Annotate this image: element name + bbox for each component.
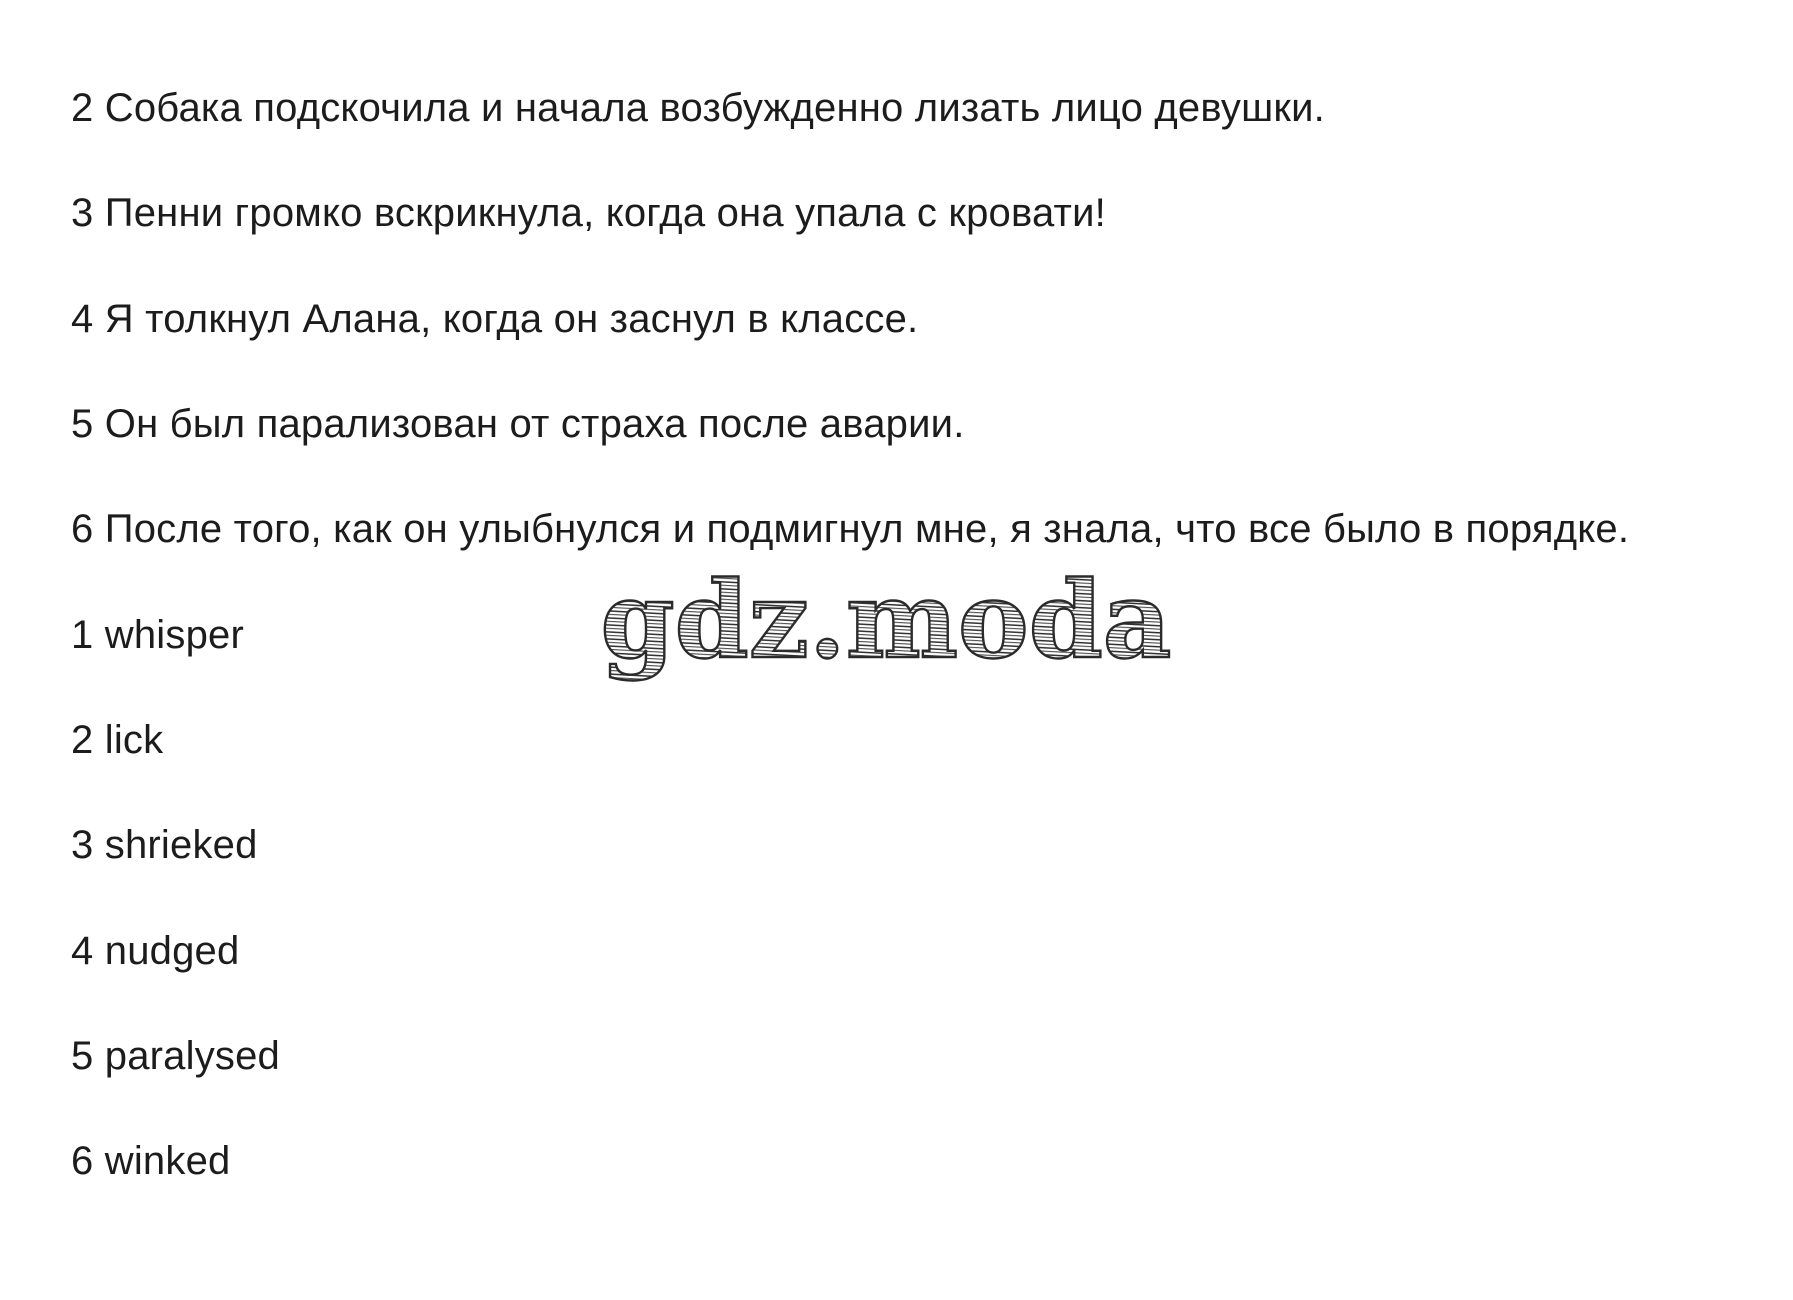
english-answer-1: 1 whisper [71, 612, 244, 657]
english-answer-4: 4 nudged [71, 928, 240, 973]
russian-answer-6: 6 После того, как он улыбнулся и подмигнул мне, я знала, что все было в порядке. [71, 507, 1630, 552]
english-answer-6: 6 winked [71, 1139, 231, 1184]
russian-answer-5: 5 Он был парализован от страха после аварии. [71, 402, 965, 447]
russian-answer-4: 4 Я толкнул Алана, когда он заснул в классе. [71, 296, 919, 341]
russian-answer-3: 3 Пенни громко вскрикнула, когда она упала с кровати! [71, 191, 1106, 236]
watermark-text: gdz.moda [600, 560, 1172, 682]
english-answer-2: 2 lick [71, 717, 164, 762]
english-answer-3: 3 shrieked [71, 823, 258, 868]
answers-text-column [71, 56, 1753, 1214]
russian-answer-2: 2 Собака подскочила и начала возбужденно лизать лицо девушки. [71, 86, 1325, 131]
english-answer-5: 5 paralysed [71, 1033, 280, 1078]
